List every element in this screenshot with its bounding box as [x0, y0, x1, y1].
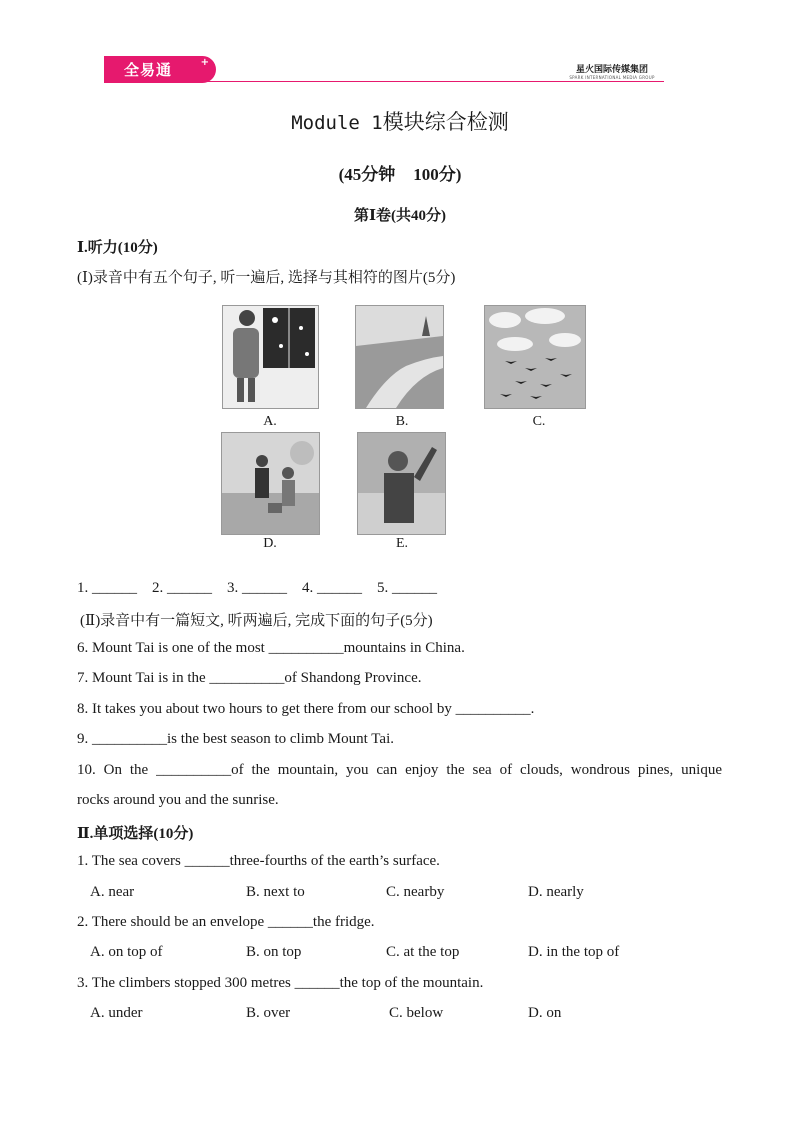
publisher-logo [560, 62, 664, 80]
publisher-name-cn: 星火国际传媒集团 [575, 65, 648, 75]
title-module: Module 1 [291, 112, 383, 134]
subtitle-score: 100分) [413, 165, 462, 184]
question-3-option-c: C. below [389, 1005, 444, 1021]
question-1-option-a: A. near [90, 884, 135, 900]
question-3-option-b: B. over [246, 1005, 291, 1021]
part2-instruction: (Ⅱ)录音中有一篇短文, 听两遍后, 完成下面的句子(5分) [80, 613, 433, 629]
part1-instruction: (Ⅰ)录音中有五个句子, 听一遍后, 选择与其相符的图片(5分) [77, 270, 456, 286]
header-divider [104, 81, 664, 82]
question-2-option-d: D. in the top of [528, 944, 620, 960]
question-2-stem: 2. There should be an envelope ______the fridge. [77, 914, 375, 930]
section-listening-heading: Ⅰ.听力(10分) [77, 240, 158, 256]
volume-heading: 第Ⅰ卷(共40分) [353, 208, 446, 224]
page-title [0, 106, 800, 136]
question-2-option-a: A. on top of [90, 944, 163, 960]
sentence-9: 9. __________is the best season to climb Mount Tai. [77, 731, 394, 747]
birds-flying-clouds-picture [484, 305, 586, 409]
subtitle-time: (45分钟 [338, 165, 396, 184]
question-1-option-c: C. nearby [386, 884, 445, 900]
plus-icon: + [200, 57, 210, 68]
picture-label-c: C. [532, 414, 546, 429]
question-2-option-b: B. on top [246, 944, 302, 960]
picture-label-d: D. [263, 536, 277, 551]
question-3-option-d: D. on [528, 1005, 562, 1021]
statue-waving-picture [357, 432, 446, 535]
question-3-option-a: A. under [90, 1005, 143, 1021]
section-choice-heading: Ⅱ.单项选择(10分) [77, 826, 194, 842]
question-1-option-d: D. nearly [528, 884, 584, 900]
sentence-8: 8. It takes you about two hours to get there from our school by __________. [77, 701, 535, 717]
brand-logo [104, 56, 216, 83]
river-valley-picture [355, 305, 444, 409]
question-2-option-c: C. at the top [386, 944, 460, 960]
picture-label-a: A. [263, 414, 277, 429]
picture-label-b: B. [395, 414, 409, 429]
answer-blanks-row: 1. ______ 2. ______ 3. ______ 4. ______ 5. ______ [77, 580, 437, 596]
question-1-option-b: B. next to [246, 884, 305, 900]
subtitle [0, 160, 800, 185]
sentence-10-line2: rocks around you and the sunrise. [77, 792, 279, 808]
man-at-night-window-picture [222, 305, 319, 409]
question-1-stem: 1. The sea covers ______three-fourths of the earth’s surface. [77, 853, 440, 869]
publisher-name-en: SPARK INTERNATIONAL MEDIA GROUP [569, 75, 655, 80]
question-3-stem: 3. The climbers stopped 300 metres ______the top of the mountain. [77, 975, 484, 991]
family-picnic-picture [221, 432, 320, 535]
title-cn: 模块综合检测 [382, 110, 509, 134]
brand-logo-text: 全易通 [124, 61, 173, 79]
picture-label-e: E. [395, 536, 409, 551]
sentence-6: 6. Mount Tai is one of the most __________mountains in China. [77, 640, 465, 656]
sentence-10-line1: 10. On the __________of the mountain, you can enjoy the sea of clouds, wondrous pines, unique [77, 762, 722, 778]
sentence-7: 7. Mount Tai is in the __________of Shandong Province. [77, 670, 422, 686]
